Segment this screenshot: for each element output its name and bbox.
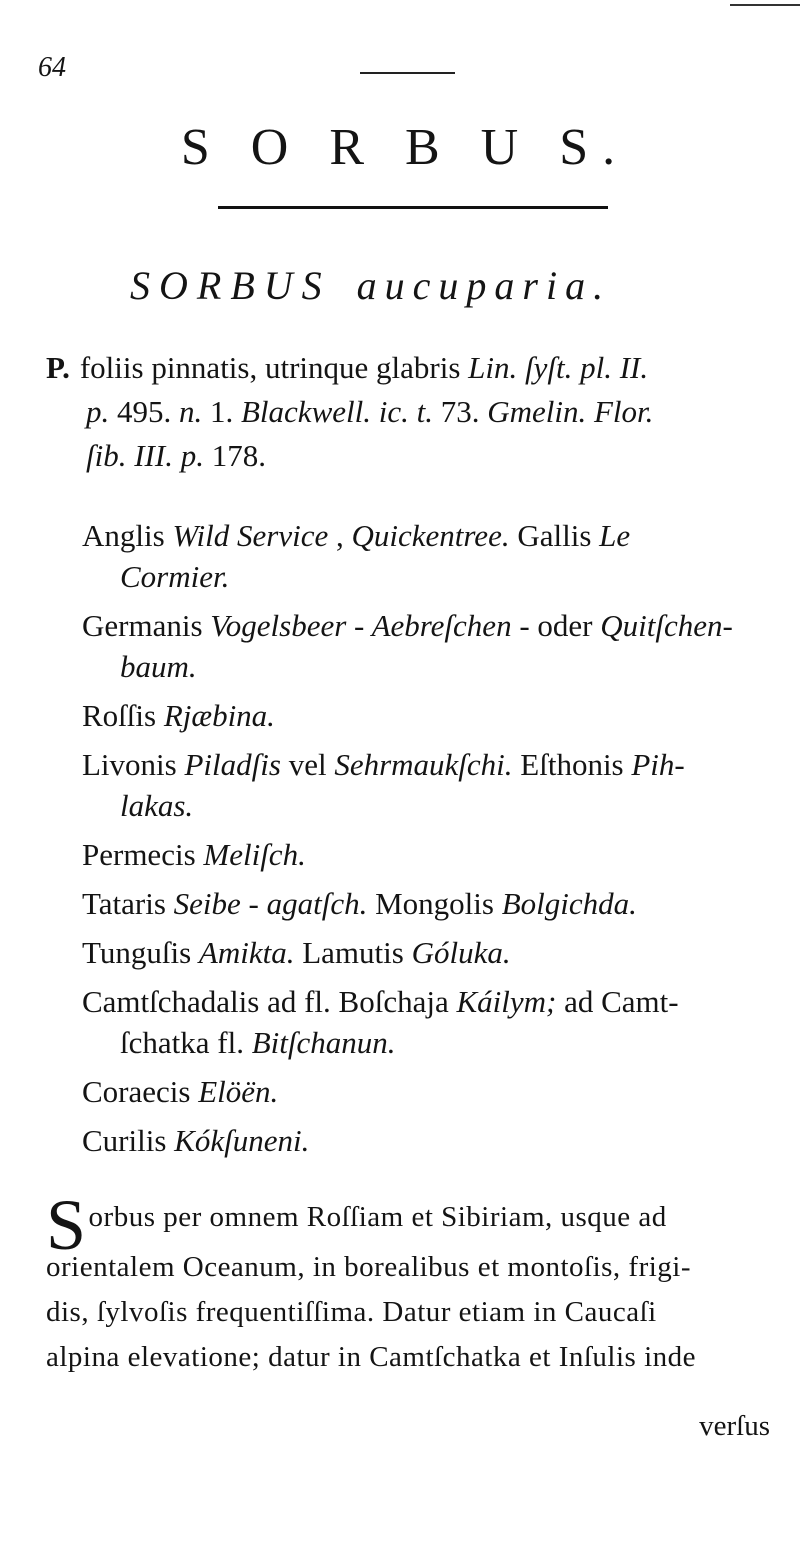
language-label: ſchatka fl. xyxy=(120,1025,252,1060)
language-label: Mongolis xyxy=(367,886,502,921)
vernacular-name: Bolgichda. xyxy=(501,886,637,921)
citation-part: n. xyxy=(179,394,203,429)
language-label: Tataris xyxy=(82,886,174,921)
name-entry xyxy=(82,515,782,597)
name-entry-line xyxy=(82,932,782,973)
vernacular-name: Elöën. xyxy=(198,1074,279,1109)
citation-part: p. xyxy=(86,394,110,429)
name-entry-continuation xyxy=(82,646,782,687)
synonymy-line-3 xyxy=(46,434,766,478)
page-number: 64 xyxy=(38,52,66,83)
synonymy-line-2 xyxy=(46,390,766,434)
vernacular-name: Cormier. xyxy=(120,559,230,594)
language-label: Germanis xyxy=(82,608,211,643)
top-edge-rule xyxy=(730,4,800,6)
name-entry xyxy=(82,605,782,687)
language-label: Eſthonis xyxy=(512,747,632,782)
vernacular-name: Káilym; xyxy=(456,984,557,1019)
name-entry-line xyxy=(82,1071,782,1112)
body-paragraph xyxy=(46,1185,776,1380)
name-entry-line xyxy=(82,605,782,646)
name-entry xyxy=(82,1120,782,1161)
language-label: , xyxy=(328,518,352,553)
species-heading xyxy=(130,262,611,309)
synonymy-text: foliis pinnatis, utrinque glabris xyxy=(79,350,461,385)
species-genus: SORBUS xyxy=(130,263,331,308)
vernacular-names-list xyxy=(82,515,782,1169)
name-entry xyxy=(82,932,782,973)
language-label: Tunguſis xyxy=(82,935,199,970)
vernacular-name: Vogelsbeer - Aebreſchen xyxy=(210,608,512,643)
language-label: Camtſchadalis ad fl. Boſchaja xyxy=(82,984,457,1019)
vernacular-name: Le xyxy=(599,518,631,553)
name-entry-line xyxy=(82,883,782,924)
citation-part: Blackwell. ic. t. xyxy=(241,394,433,429)
name-entry-line xyxy=(82,834,782,875)
vernacular-name: Quitſchen- xyxy=(600,608,733,643)
name-entry xyxy=(82,834,782,875)
vernacular-name: baum. xyxy=(120,649,197,684)
name-entry xyxy=(82,883,782,924)
citation-part: Gmelin. Flor. xyxy=(487,394,654,429)
language-label: Gallis xyxy=(509,518,600,553)
vernacular-name: Amikta. xyxy=(198,935,295,970)
vernacular-name: Sehrmaukſchi. xyxy=(334,747,513,782)
name-entry-continuation xyxy=(82,556,782,597)
synonymy-block xyxy=(46,346,766,478)
name-entry-continuation xyxy=(82,785,782,826)
citation-part: 73. xyxy=(440,394,480,429)
vernacular-name: Bitſchanun. xyxy=(251,1025,396,1060)
drop-cap: S xyxy=(46,1185,87,1265)
species-epithet: aucuparia. xyxy=(356,263,612,308)
citation-part: ſib. III. p. xyxy=(86,438,204,473)
citation-part: 495. xyxy=(117,394,172,429)
synonymy-line-1 xyxy=(46,346,766,390)
citation-part: 178. xyxy=(211,438,266,473)
vernacular-name: Piladſis xyxy=(184,747,281,782)
vernacular-name: Pih- xyxy=(631,747,685,782)
language-label: Lamutis xyxy=(294,935,412,970)
language-label: Permecis xyxy=(82,837,204,872)
vernacular-name: Wild Service xyxy=(172,518,329,553)
language-label: Curilis xyxy=(82,1123,175,1158)
name-entry-line xyxy=(82,695,782,736)
name-entry-line xyxy=(82,1120,782,1161)
name-entry-line xyxy=(82,981,782,1022)
name-entry-continuation xyxy=(82,1022,782,1063)
header-short-rule xyxy=(360,72,455,74)
name-entry-line xyxy=(82,515,782,556)
language-label: vel xyxy=(280,747,335,782)
catchword: verſus xyxy=(699,1410,770,1442)
language-label: Roſſis xyxy=(82,698,164,733)
vernacular-name: Rjæbina. xyxy=(163,698,275,733)
language-label: - oder xyxy=(511,608,601,643)
vernacular-name: Góluka. xyxy=(411,935,511,970)
synonymy-label: P. xyxy=(46,350,70,385)
paragraph-line-1 xyxy=(46,1185,776,1265)
synonymy-citation: Lin. ſyſt. pl. II. xyxy=(468,350,649,385)
page-title: S O R B U S. xyxy=(180,119,630,176)
language-label: ad Camt- xyxy=(556,984,679,1019)
paragraph-line-3: dis, ſylvoſis frequentiſſima. Datur etiam in Caucaſi xyxy=(46,1296,657,1328)
name-entry xyxy=(82,981,782,1063)
paragraph-line-2: orientalem Oceanum, in borealibus et montoſis, frigi- xyxy=(46,1251,692,1283)
vernacular-name: lakas. xyxy=(120,788,194,823)
paragraph-line-4: alpina elevatione; datur in Camtſchatka et Inſulis inde xyxy=(46,1341,696,1373)
name-entry xyxy=(82,1071,782,1112)
vernacular-name: Meliſch. xyxy=(203,837,306,872)
name-entry-line xyxy=(82,744,782,785)
paragraph-text: orbus per omnem Roſſiam et Sibiriam, usque ad xyxy=(88,1201,667,1233)
vernacular-name: Kókſuneni. xyxy=(174,1123,310,1158)
language-label: Anglis xyxy=(82,518,173,553)
vernacular-name: Quickentree. xyxy=(351,518,510,553)
language-label: Livonis xyxy=(82,747,185,782)
citation-part: 1. xyxy=(210,394,234,429)
language-label: Coraecis xyxy=(82,1074,199,1109)
title-rule xyxy=(218,206,608,209)
vernacular-name: Seibe - agatſch. xyxy=(173,886,368,921)
name-entry xyxy=(82,744,782,826)
name-entry xyxy=(82,695,782,736)
